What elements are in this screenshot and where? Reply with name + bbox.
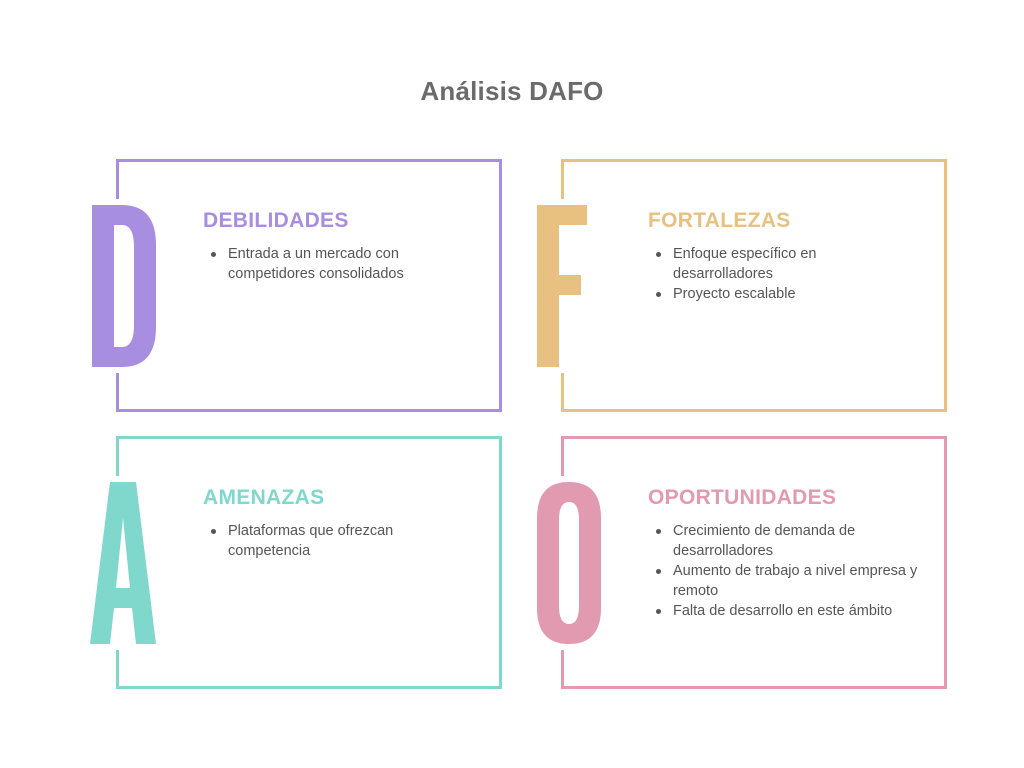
bullet-icon <box>656 292 661 297</box>
list-item: Enfoque específico en desarrolladores <box>648 244 918 284</box>
letter-d-graphic <box>86 201 166 371</box>
bullet-icon <box>656 529 661 534</box>
bullet-list <box>203 521 473 561</box>
quadrant-amenazas <box>116 436 502 689</box>
bullet-list <box>648 244 918 304</box>
quadrant-fortalezas <box>561 159 947 412</box>
quadrant-debilidades <box>116 159 502 412</box>
quadrant-frame <box>116 159 502 412</box>
letter-f-graphic <box>531 201 611 371</box>
bullet-icon <box>656 252 661 257</box>
bullet-list <box>648 521 918 621</box>
quadrant-heading: DEBILIDADES <box>203 209 349 232</box>
bullet-list <box>203 244 473 284</box>
list-item: Proyecto escalable <box>648 284 918 304</box>
list-item: Entrada a un mercado con competidores consolidados <box>203 244 473 284</box>
quadrant-oportunidades <box>561 436 947 689</box>
diagram-title: Análisis DAFO <box>420 76 604 106</box>
bullet-icon <box>211 252 216 257</box>
quadrant-heading: OPORTUNIDADES <box>648 486 837 509</box>
quadrant-heading: AMENAZAS <box>203 486 325 509</box>
list-item: Crecimiento de demanda de desarrolladores <box>648 521 918 561</box>
list-item: Aumento de trabajo a nivel empresa y remoto <box>648 561 918 601</box>
quadrant-frame <box>116 436 502 689</box>
list-item: Plataformas que ofrezcan competencia <box>203 521 473 561</box>
bullet-icon <box>211 529 216 534</box>
bullet-icon <box>656 569 661 574</box>
letter-o-graphic <box>531 478 611 648</box>
letter-a-graphic <box>86 478 166 648</box>
quadrant-heading: FORTALEZAS <box>648 209 791 232</box>
bullet-icon <box>656 609 661 614</box>
list-item: Falta de desarrollo en este ámbito <box>648 601 918 621</box>
